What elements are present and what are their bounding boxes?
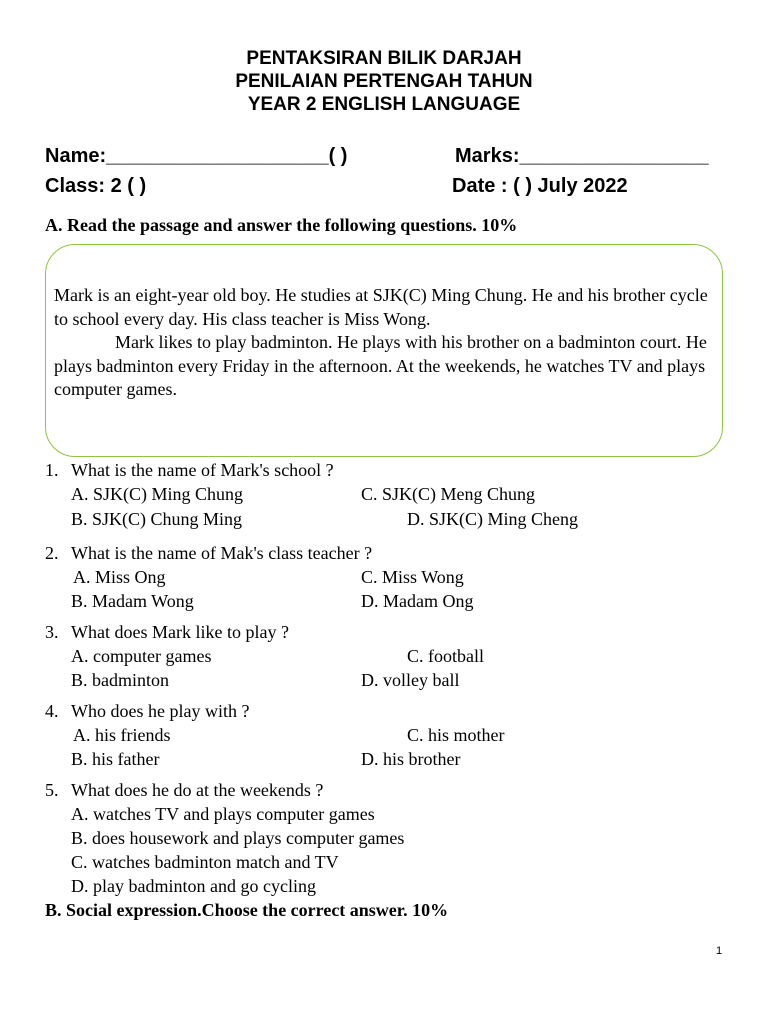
section-b-instruction: B. Social expression.Choose the correct answer. 10% [45, 900, 449, 920]
question-1-option-b: B. SJK(C) Chung Ming [71, 509, 243, 529]
question-2-option-b: B. Madam Wong [71, 591, 194, 611]
question-3-option-b: B. badminton [71, 670, 169, 690]
title-line-3: YEAR 2 ENGLISH LANGUAGE [247, 94, 521, 115]
question-5-option-a: A. watches TV and plays computer games [71, 804, 375, 824]
question-4-option-c: C. his mother [407, 725, 505, 745]
title-line-2: PENILAIAN PERTENGAH TAHUN [235, 71, 533, 92]
question-5-option-b: B. does housework and plays computer games [71, 828, 405, 848]
title-line-1: PENTAKSIRAN BILIK DARJAH [246, 48, 522, 69]
reading-passage [54, 284, 714, 402]
question-2-option-c: C. Miss Wong [361, 567, 464, 587]
question-2-text: What is the name of Mak's class teacher ? [71, 543, 373, 563]
question-4-option-a: A. his friends [73, 725, 171, 745]
question-1-option-a: A. SJK(C) Ming Chung [71, 484, 244, 504]
question-4-option-b: B. his father [71, 749, 160, 769]
question-4-option-d: D. his brother [361, 749, 461, 769]
question-4-text: Who does he play with ? [71, 701, 250, 721]
question-5-number: 5. [45, 780, 59, 800]
question-5-option-c: C. watches badminton match and TV [71, 852, 339, 872]
question-5-text: What does he do at the weekends ? [71, 780, 324, 800]
name-field: Name:____________________( ) [45, 145, 348, 167]
passage-paragraph-2: Mark likes to play badminton. He plays with his brother on a badminton court. He plays badminton every Friday in the afternoon. At the weekends, he watches TV and plays computer games. [54, 332, 707, 399]
question-1-number: 1. [45, 460, 59, 480]
question-3-number: 3. [45, 622, 59, 642]
date-field: Date : ( ) July 2022 [452, 175, 628, 197]
question-3-option-c: C. football [407, 646, 484, 666]
class-field: Class: 2 ( ) [45, 175, 147, 197]
question-2-option-a: A. Miss Ong [73, 567, 166, 587]
question-5-option-d: D. play badminton and go cycling [71, 876, 316, 896]
section-a-instruction: A. Read the passage and answer the following questions. 10% [45, 215, 518, 235]
question-3-text: What does Mark like to play ? [71, 622, 289, 642]
question-1-text: What is the name of Mark's school ? [71, 460, 334, 480]
question-2-number: 2. [45, 543, 59, 563]
question-4-number: 4. [45, 701, 59, 721]
question-1-option-d: D. SJK(C) Ming Cheng [407, 509, 579, 529]
question-3-option-a: A. computer games [71, 646, 212, 666]
page-number: 1 [716, 945, 723, 957]
marks-field: Marks:_________________ [455, 145, 709, 167]
passage-paragraph-1: Mark is an eight-year old boy. He studies at SJK(C) Ming Chung. He and his brother cycle to school every day. His class teacher is Miss Wong. [54, 285, 708, 329]
question-2-option-d: D. Madam Ong [361, 591, 474, 611]
question-3-option-d: D. volley ball [361, 670, 460, 690]
question-1-option-c: C. SJK(C) Meng Chung [361, 484, 536, 504]
